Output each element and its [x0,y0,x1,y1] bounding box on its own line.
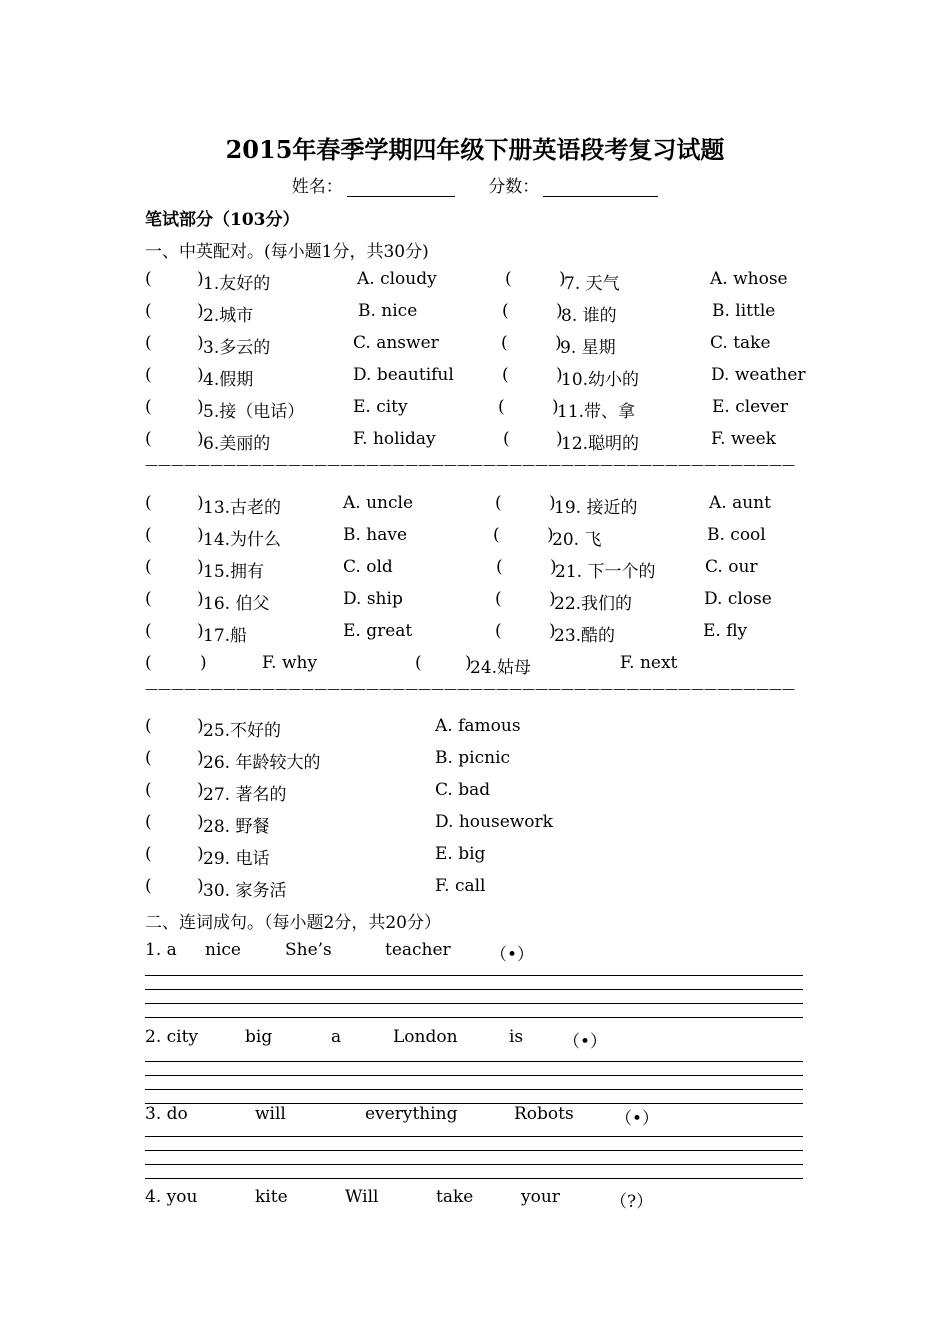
answer-paren-close: ) [197,397,204,417]
answer-paren-close: ) [552,397,559,417]
scrambled-word: She’s [285,940,332,960]
scrambled-word: everything [365,1104,458,1124]
answer-paren-open: ( [145,748,152,768]
answer-blank[interactable] [516,301,552,321]
match-row [145,589,805,614]
scrambled-word: 3. do [145,1104,188,1124]
written-part-heading: 笔试部分（103分） [145,210,300,230]
answer-paren-close: ) [556,429,563,449]
answer-writing-line[interactable] [145,1136,803,1137]
answer-paren-open: ( [145,429,152,449]
chinese-term: 19. 接近的 [554,498,638,518]
chinese-term: 23.酷的 [554,626,616,646]
name-label: 姓名： [291,177,343,197]
answer-blank[interactable] [509,493,545,513]
english-option: D. beautiful [353,365,454,385]
section2-heading: 二、连词成句。（每小题2分，共20分） [145,913,441,933]
answer-paren-close: ) [549,589,556,609]
chinese-term: 5.接（电话） [203,402,305,422]
match-row [145,780,805,805]
answer-writing-line[interactable] [145,1061,803,1062]
page-title: 2015年春季学期四年级下册英语段考复习试题 [225,135,725,164]
chinese-term: 25.不好的 [203,721,282,741]
match-row [145,876,805,901]
answer-writing-line[interactable] [145,1017,803,1018]
answer-paren-open: ( [145,557,152,577]
answer-paren-close: ) [197,589,204,609]
answer-blank[interactable] [509,621,545,641]
scrambled-word: London [393,1027,458,1047]
answer-paren-open: ( [145,397,152,417]
answer-blank[interactable] [159,621,195,641]
chinese-term: 13.古老的 [203,498,282,518]
answer-paren-close: ) [197,812,204,832]
answer-blank[interactable] [159,333,195,353]
answer-paren-close: ) [200,653,207,673]
end-punctuation: （•） [563,1032,608,1052]
answer-blank[interactable] [512,397,548,417]
scrambled-word: is [509,1027,524,1047]
english-option: A. whose [710,269,788,289]
answer-writing-line[interactable] [145,1164,803,1165]
english-option: C. old [343,557,393,577]
answer-paren-close: ) [197,429,204,449]
answer-blank[interactable] [159,557,195,577]
chinese-term: 28. 野餐 [203,817,270,837]
answer-blank[interactable] [159,876,195,896]
answer-paren-open: ( [145,876,152,896]
answer-paren-open: ( [145,493,152,513]
chinese-term: 29. 电话 [203,849,270,869]
english-option: E. great [343,621,413,641]
answer-paren-close: ) [197,716,204,736]
match-row [145,557,805,582]
answer-paren-close: ) [197,748,204,768]
answer-paren-open: ( [145,621,152,641]
chinese-term: 12.聪明的 [561,434,640,454]
chinese-term: 21. 下一个的 [555,562,656,582]
chinese-term: 22.我们的 [554,594,633,614]
scrambled-word: Will [345,1187,379,1207]
end-punctuation: （•） [490,945,535,965]
answer-writing-line[interactable] [145,1075,803,1076]
match-row [145,812,805,837]
answer-paren-close: ) [197,333,204,353]
answer-paren-close: ) [555,333,562,353]
separator-line-1: —————————————————————————————————————————————————— [145,458,795,473]
answer-blank[interactable] [159,365,195,385]
sentence-item [145,1027,805,1052]
chinese-term: 14.为什么 [203,530,282,550]
answer-paren-close: ) [197,844,204,864]
end-punctuation: （•） [615,1109,660,1129]
answer-paren-close: ) [197,493,204,513]
answer-paren-close: ) [197,780,204,800]
answer-paren-close: ) [556,365,563,385]
scrambled-word: your [521,1187,560,1207]
answer-paren-close: ) [197,557,204,577]
answer-paren-close: ) [197,876,204,896]
answer-paren-close: ) [197,621,204,641]
match-row [145,269,805,294]
english-option: E. big [435,844,486,864]
answer-paren-open: ( [503,429,510,449]
english-option: C. our [705,557,758,577]
english-option: B. nice [358,301,418,321]
english-option: A. famous [435,716,521,736]
answer-paren-open: ( [502,365,509,385]
chinese-term: 3.多云的 [203,338,271,358]
match-row [145,653,805,678]
scrambled-word: kite [255,1187,288,1207]
answer-paren-close: ) [465,653,472,673]
match-row [145,621,805,646]
match-row [145,525,805,550]
answer-paren-close: ) [197,525,204,545]
answer-paren-open: ( [145,716,152,736]
english-option: C. answer [353,333,439,353]
answer-paren-close: ) [197,301,204,321]
answer-paren-open: ( [505,269,512,289]
english-option: B. picnic [435,748,511,768]
answer-paren-open: ( [145,812,152,832]
scrambled-word: will [255,1104,286,1124]
answer-blank[interactable] [159,493,195,513]
answer-writing-line[interactable] [145,989,803,990]
answer-blank[interactable] [516,365,552,385]
english-option: F. call [435,876,486,896]
answer-blank[interactable] [159,301,195,321]
scrambled-word: take [436,1187,474,1207]
answer-paren-close: ) [556,301,563,321]
name-blank[interactable] [347,180,455,197]
answer-blank[interactable] [429,653,465,673]
answer-blank[interactable] [159,525,195,545]
answer-paren-open: ( [145,589,152,609]
sentence-item [145,940,805,965]
chinese-term: 2.城市 [203,306,254,326]
answer-blank[interactable] [159,589,195,609]
match-row [145,397,805,422]
answer-paren-close: ) [197,269,204,289]
separator-line-2: —————————————————————————————————————————————————— [145,682,795,697]
answer-paren-open: ( [495,589,502,609]
chinese-term: 17.船 [203,626,248,646]
answer-paren-open: ( [415,653,422,673]
chinese-term: 24.姑母 [470,658,532,678]
answer-paren-close: ) [549,621,556,641]
answer-blank[interactable] [159,748,195,768]
match-row [145,493,805,518]
answer-blank[interactable] [159,653,195,673]
english-option: F. next [620,653,678,673]
english-option: E. city [353,397,408,417]
chinese-term: 27. 著名的 [203,785,287,805]
answer-paren-close: ) [559,269,566,289]
end-punctuation: （?） [610,1192,654,1212]
answer-blank[interactable] [515,333,551,353]
answer-paren-open: ( [502,301,509,321]
chinese-term: 20. 飞 [552,530,602,550]
english-option: B. cool [707,525,766,545]
answer-blank[interactable] [507,525,543,545]
answer-paren-open: ( [145,780,152,800]
match-row [145,365,806,390]
chinese-term: 7. 天气 [564,274,620,294]
english-option: D. housework [435,812,553,832]
answer-blank[interactable] [159,397,195,417]
score-blank[interactable] [543,180,658,197]
scrambled-word: 2. city [145,1027,199,1047]
scrambled-word: 1. a [145,940,177,960]
answer-paren-close: ) [550,557,557,577]
chinese-term: 9. 星期 [560,338,616,358]
answer-blank[interactable] [510,557,546,577]
answer-paren-open: ( [495,493,502,513]
english-option: F. why [262,653,318,673]
chinese-term: 26. 年龄较大的 [203,753,321,773]
english-option: D. weather [711,365,806,385]
answer-blank[interactable] [159,429,195,449]
chinese-term: 15.拥有 [203,562,265,582]
answer-paren-open: ( [145,844,152,864]
sentence-item [145,1187,805,1212]
english-option: A. cloudy [357,269,437,289]
english-option: E. fly [703,621,748,641]
scrambled-word: big [245,1027,273,1047]
answer-writing-line[interactable] [145,1150,803,1151]
match-row [145,716,805,741]
scrambled-word: Robots [514,1104,574,1124]
match-row [145,333,805,358]
answer-paren-close: ) [197,365,204,385]
chinese-term: 1.友好的 [203,274,271,294]
answer-writing-line[interactable] [145,1178,803,1179]
scrambled-word: a [331,1027,342,1047]
chinese-term: 10.幼小的 [561,370,640,390]
answer-paren-open: ( [493,525,500,545]
answer-paren-open: ( [501,333,508,353]
answer-blank[interactable] [517,429,553,449]
answer-blank[interactable] [159,780,195,800]
answer-paren-open: ( [145,365,152,385]
english-option: A. aunt [709,493,771,513]
match-row [145,301,805,326]
answer-blank[interactable] [159,269,195,289]
answer-paren-open: ( [145,525,152,545]
answer-paren-open: ( [495,621,502,641]
answer-paren-open: ( [145,333,152,353]
chinese-term: 8. 谁的 [561,306,617,326]
answer-blank[interactable] [519,269,555,289]
chinese-term: 16. 伯父 [203,594,270,614]
match-row [145,748,805,773]
chinese-term: 6.美丽的 [203,434,271,454]
answer-writing-line[interactable] [145,1089,803,1090]
answer-blank[interactable] [159,716,195,736]
english-option: A. uncle [343,493,414,513]
answer-writing-line[interactable] [145,975,803,976]
english-option: F. week [711,429,776,449]
match-row [145,844,805,869]
english-option: D. ship [343,589,403,609]
score-label: 分数： [488,177,540,197]
answer-paren-open: ( [145,653,152,673]
english-option: F. holiday [353,429,436,449]
answer-paren-close: ) [549,493,556,513]
chinese-term: 4.假期 [203,370,254,390]
match-row [145,429,805,454]
english-option: B. little [712,301,776,321]
answer-paren-open: ( [498,397,505,417]
sentence-item [145,1104,805,1129]
english-option: C. bad [435,780,491,800]
english-option: C. take [710,333,771,353]
name-score-line [0,172,950,197]
section1-heading: 一、中英配对。(每小题1分，共30分) [145,242,429,262]
scrambled-word: nice [205,940,241,960]
answer-writing-line[interactable] [145,1003,803,1004]
english-option: B. have [343,525,408,545]
answer-paren-open: ( [145,269,152,289]
answer-blank[interactable] [159,844,195,864]
english-option: E. clever [712,397,789,417]
answer-paren-open: ( [496,557,503,577]
scrambled-word: 4. you [145,1187,198,1207]
scrambled-word: teacher [385,940,451,960]
answer-blank[interactable] [159,812,195,832]
answer-paren-open: ( [145,301,152,321]
answer-blank[interactable] [509,589,545,609]
english-option: D. close [704,589,772,609]
chinese-term: 30. 家务活 [203,881,287,901]
chinese-term: 11.带、拿 [557,402,636,422]
answer-paren-close: ) [547,525,554,545]
